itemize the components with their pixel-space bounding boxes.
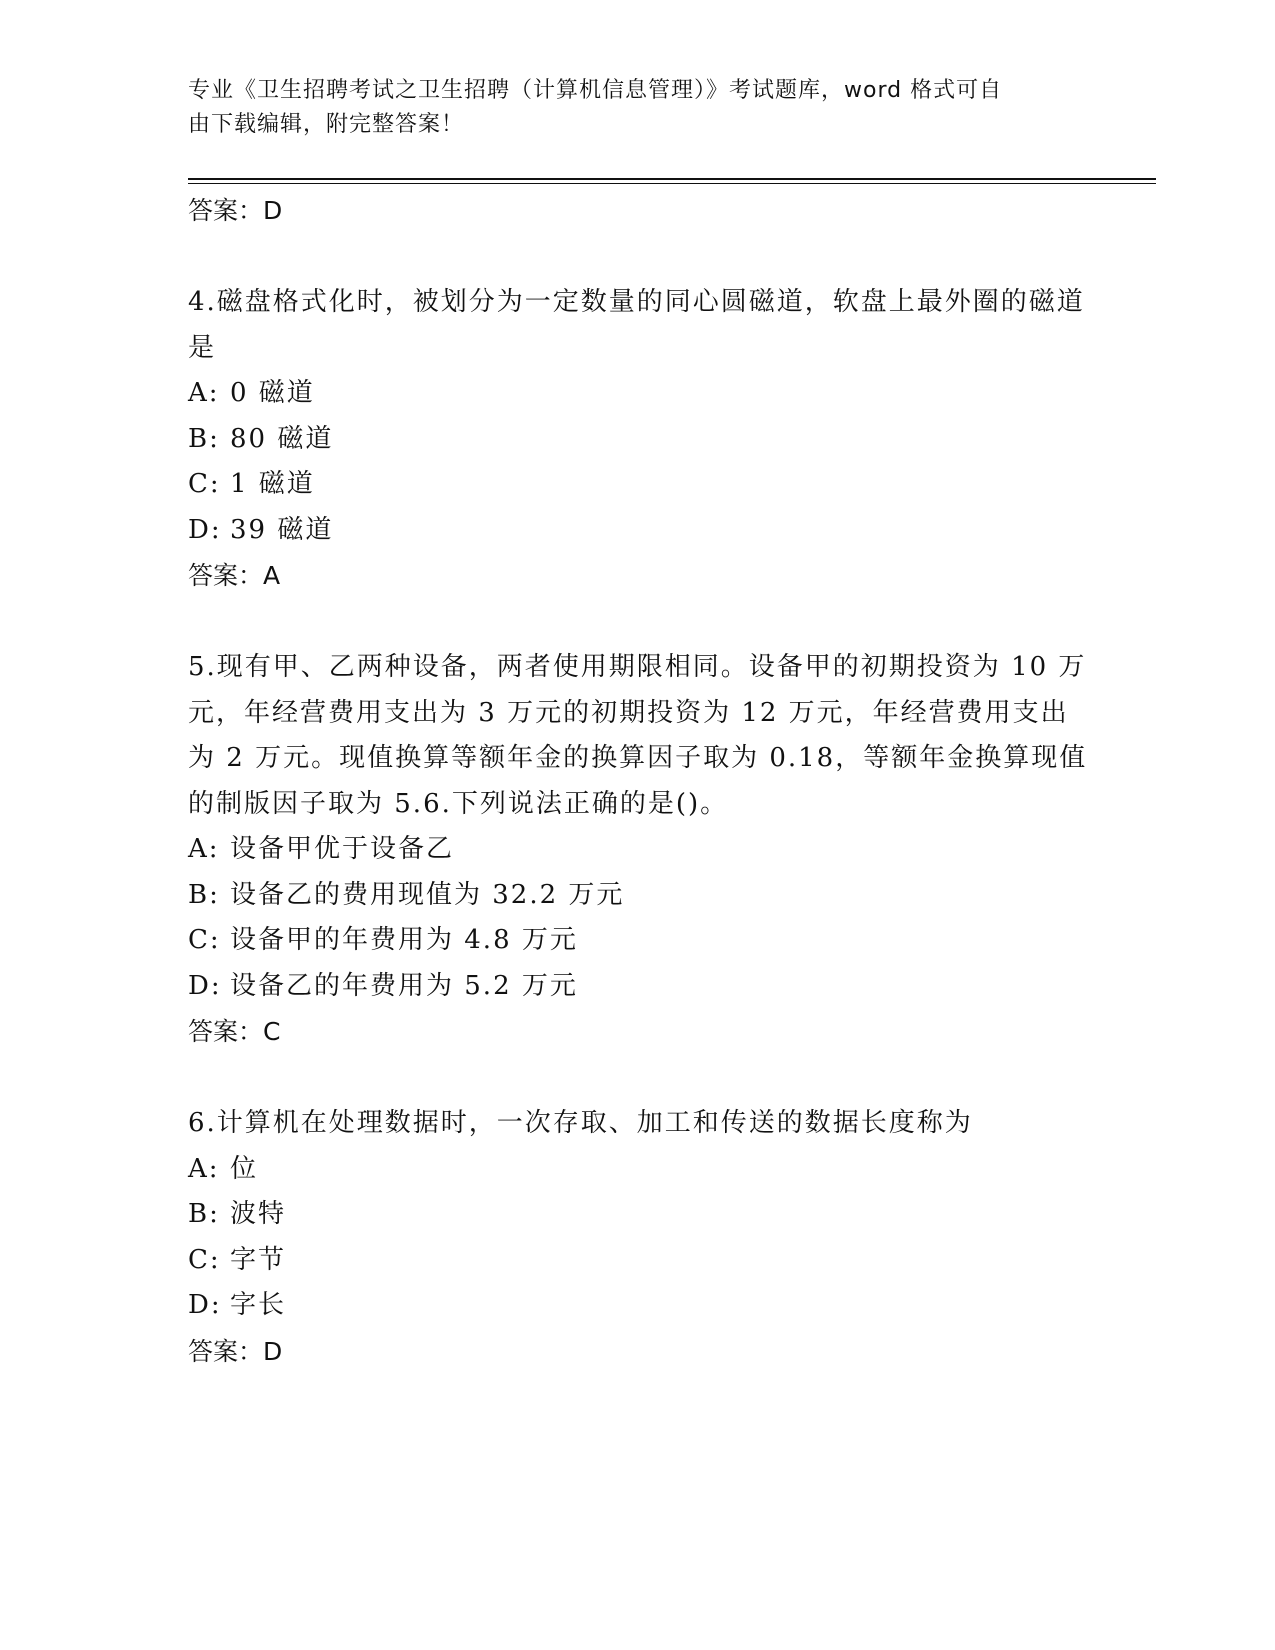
question-stem: 4.磁盘格式化时，被划分为一定数量的同心圆磁道，软盘上最外圈的磁道是	[188, 287, 1085, 363]
option-text: 波特	[230, 1199, 287, 1229]
option-text: 位	[230, 1153, 259, 1184]
option-a	[188, 1147, 1088, 1193]
option-text: 设备甲优于设备乙	[230, 834, 455, 864]
option-text: 字长	[230, 1290, 287, 1320]
answer-line: 答案：C	[188, 1017, 281, 1046]
question-list	[188, 188, 1088, 1375]
header-rule-thin	[188, 183, 1156, 184]
question-stem: 6.计算机在处理数据时，一次存取、加工和传送的数据长度称为	[188, 1108, 973, 1138]
option-a	[188, 371, 1088, 417]
option-text: 设备甲的年费用为 4.8 万元	[230, 925, 578, 955]
option-text: 80 磁道	[230, 423, 334, 454]
option-text: 0 磁道	[230, 378, 315, 408]
question-4	[188, 280, 1088, 599]
header-line-1: 专业《卫生招聘考试之卫生招聘（计算机信息管理）》考试题库，word 格式可自	[188, 78, 1003, 103]
question-stem: 5.现有甲、乙两种设备，两者使用期限相同。设备甲的初期投资为 10 万元，年经营费用支出为 3 万元的初期投资为 12 万元，年经营费用支出为 2 万元。现值换算等额年金的换算因子取为 0.18，等额年金换算现值的制版因子取为 5.6.下列说法正确的是()。	[188, 652, 1088, 819]
option-letter: C:	[188, 469, 221, 499]
option-letter: D:	[188, 1290, 222, 1320]
question-6	[188, 1101, 1088, 1375]
option-text: 设备乙的费用现值为 32.2 万元	[230, 879, 625, 910]
option-letter: B:	[188, 423, 220, 454]
option-letter: A:	[188, 1153, 220, 1184]
option-letter: A:	[188, 378, 220, 408]
question-5	[188, 645, 1088, 1055]
option-c	[188, 462, 1088, 508]
option-letter: C:	[188, 1244, 221, 1275]
previous-answer: 答案：D	[188, 196, 283, 225]
option-d	[188, 964, 1088, 1010]
header-rule-thick	[188, 178, 1156, 180]
option-c	[188, 918, 1088, 964]
option-text: 1 磁道	[230, 469, 315, 499]
option-d	[188, 508, 1088, 554]
option-text: 39 磁道	[230, 514, 334, 545]
page-header	[188, 74, 1068, 142]
option-b	[188, 417, 1088, 463]
option-c	[188, 1238, 1088, 1284]
option-letter: D:	[188, 970, 222, 1001]
option-text: 字节	[230, 1244, 287, 1275]
option-letter: C:	[188, 925, 221, 955]
option-letter: B:	[188, 879, 220, 910]
option-b	[188, 873, 1088, 919]
option-d	[188, 1283, 1088, 1329]
header-line-2: 由下载编辑，附完整答案！	[188, 112, 465, 137]
option-a	[188, 827, 1088, 873]
answer-line: 答案：D	[188, 1336, 283, 1366]
option-text: 设备乙的年费用为 5.2 万元	[230, 970, 578, 1001]
option-letter: D:	[188, 514, 222, 545]
option-letter: A:	[188, 834, 220, 864]
option-letter: B:	[188, 1199, 220, 1229]
answer-line: 答案：A	[188, 561, 281, 590]
option-b	[188, 1192, 1088, 1238]
